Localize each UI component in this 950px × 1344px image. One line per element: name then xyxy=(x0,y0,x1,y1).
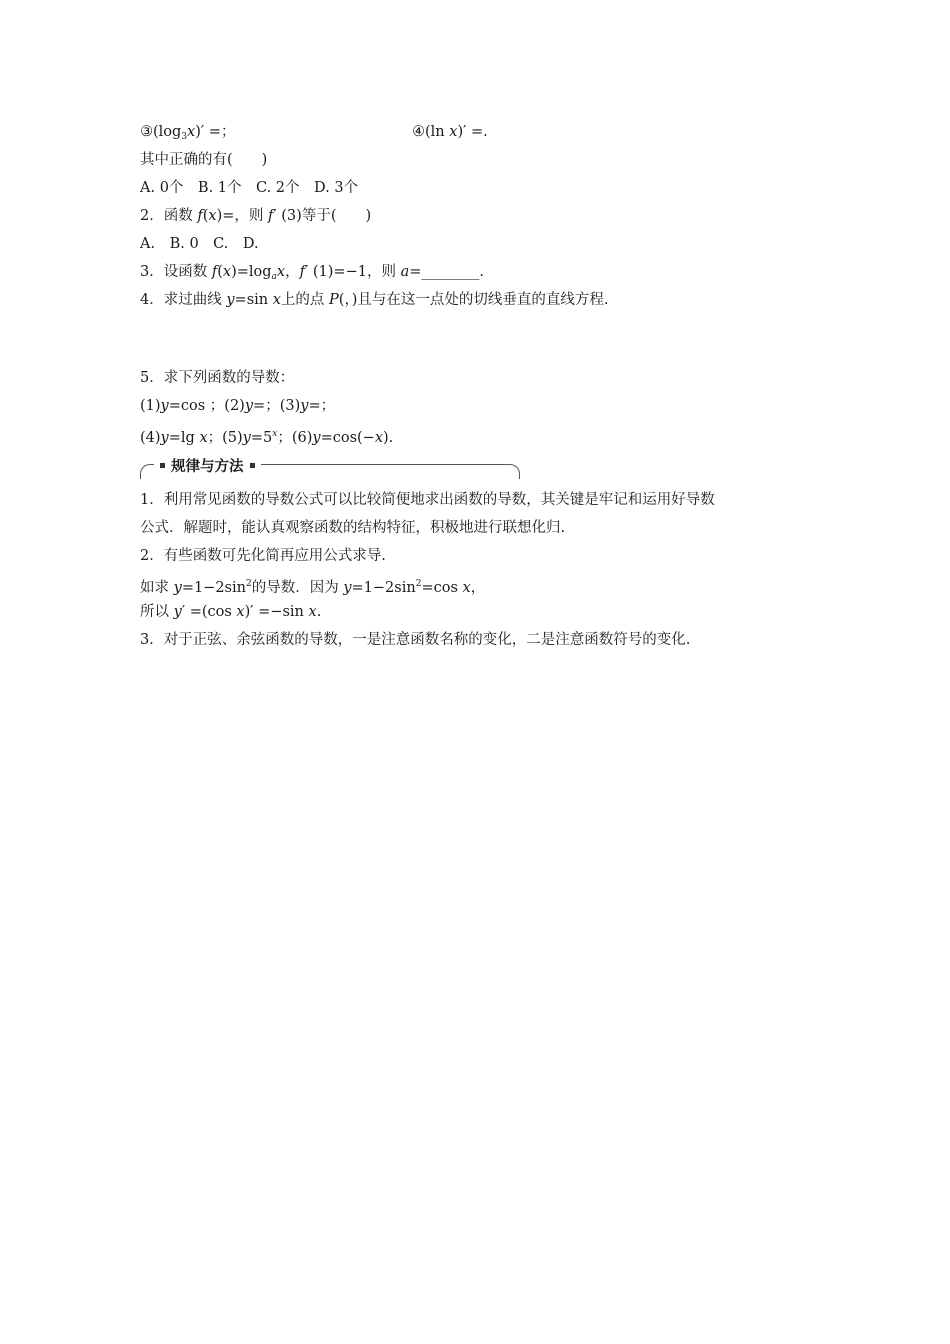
part-2-expr: =；(3) xyxy=(253,398,301,414)
close-paren: ). xyxy=(383,430,394,446)
question-5-parts-1 xyxy=(140,396,335,416)
method-2-result xyxy=(140,602,321,622)
answer-choices-1: A. 0个 B. 1个 C. 2个 D. 3个 xyxy=(140,180,359,196)
function-f: f xyxy=(211,264,218,280)
question-prompt: 其中正确的有( ) xyxy=(140,152,268,168)
answer-choices-2: A. B. 0 C. D. xyxy=(140,236,259,252)
part-4: (4) xyxy=(140,430,161,446)
function-f: f xyxy=(197,208,203,224)
item-4-text: ④(ln xyxy=(412,124,450,140)
answer-blank: =________. xyxy=(409,264,484,280)
comma: ， xyxy=(285,264,300,280)
q3-label: 3．设函数 xyxy=(140,264,212,280)
exp-base: =5 xyxy=(250,430,273,446)
section-header-methods xyxy=(140,455,520,481)
example-prefix: 如求 xyxy=(140,580,174,596)
result-prefix: 所以 xyxy=(140,604,174,620)
variable-y: y xyxy=(242,430,251,446)
square-bullet-icon xyxy=(160,463,165,468)
variable-y: y xyxy=(226,292,235,308)
point-p: P xyxy=(329,292,339,308)
variable-y: y xyxy=(312,430,321,446)
variable-x: x xyxy=(187,124,196,140)
part-1: (1) xyxy=(140,398,161,414)
variable-x: x xyxy=(449,124,458,140)
result-expr: )′ =−sin xyxy=(244,604,309,620)
method-1-line-2: 公式．解题时，能认真观察函数的结构特征，积极地进行联想化归. xyxy=(140,520,566,536)
exponent: x xyxy=(272,429,278,439)
q4-label: 4．求过曲线 xyxy=(140,292,227,308)
log-base: 3 xyxy=(181,132,188,142)
comma: ， xyxy=(470,580,486,596)
exponent: 2 xyxy=(415,579,422,589)
derivative-expr: ′ =(cos xyxy=(181,604,237,620)
section-title-wrap xyxy=(154,455,261,475)
item-3-tail: )′ =； xyxy=(195,124,236,140)
q4-mid: 上的点 xyxy=(280,292,330,308)
expr-1: =1−2sin xyxy=(181,580,246,596)
item-4-tail: )′ =. xyxy=(457,124,488,140)
period: . xyxy=(316,604,322,620)
question-3 xyxy=(140,262,484,287)
exponent: 2 xyxy=(245,579,252,589)
sin-text: =sin xyxy=(234,292,273,308)
q2-mid: )=，则 xyxy=(216,208,268,224)
variable-y: y xyxy=(173,580,182,596)
question-4 xyxy=(140,290,608,310)
variable-x: x xyxy=(374,430,384,446)
variable-y: y xyxy=(300,398,309,414)
function-f: f xyxy=(299,264,305,280)
part-5: ；(5) xyxy=(207,430,243,446)
variable-y: y xyxy=(173,604,182,620)
derivative-item-3-4 xyxy=(140,122,235,147)
q2-tail: ′ (3)等于( ) xyxy=(273,208,372,224)
cos-text: =cos(− xyxy=(320,430,375,446)
variable-x: x xyxy=(276,264,286,280)
method-2: 2．有些函数可先化简再应用公式求导. xyxy=(140,548,386,564)
square-bullet-icon xyxy=(250,463,255,468)
expr-2: =1−2sin xyxy=(351,580,416,596)
variable-x: x xyxy=(199,430,208,446)
question-5: 5．求下列函数的导数： xyxy=(140,370,295,386)
method-1-line-1: 1．利用常见函数的导数公式可以比较简便地求出函数的导数，其关键是牢记和运用好导数 xyxy=(140,492,715,508)
variable-y: y xyxy=(160,430,169,446)
example-mid: 的导数．因为 xyxy=(251,580,344,596)
paren: ( xyxy=(217,264,223,280)
paren: ( xyxy=(202,208,209,224)
variable-x: x xyxy=(308,604,317,620)
variable-x: x xyxy=(208,208,217,224)
part-1-expr: =cos ；(2) xyxy=(168,398,245,414)
question-5-parts-2 xyxy=(140,424,393,448)
item-4 xyxy=(412,122,488,142)
lg-text: =lg xyxy=(168,430,200,446)
q2-label: 2．函数 xyxy=(140,208,198,224)
log-text: )=log xyxy=(231,264,272,280)
question-2 xyxy=(140,206,371,226)
function-f: f xyxy=(268,208,274,224)
variable-a: a xyxy=(400,264,410,280)
variable-y: y xyxy=(343,580,352,596)
variable-x: x xyxy=(236,604,245,620)
variable-x: x xyxy=(462,580,471,596)
log-base: a xyxy=(271,272,277,282)
method-3: 3．对于正弦、余弦函数的导数，一是注意函数名称的变化，二是注意函数符号的变化. xyxy=(140,632,691,648)
item-3-text: ③(log xyxy=(140,124,182,140)
part-6: ；(6) xyxy=(277,430,313,446)
q3-condition: ′ (1)=−1，则 xyxy=(304,264,401,280)
variable-y: y xyxy=(160,398,169,414)
method-2-example xyxy=(140,574,485,598)
q4-tail: (，)且与在这一点处的切线垂直的直线方程. xyxy=(338,292,609,308)
variable-y: y xyxy=(244,398,254,414)
item-3 xyxy=(140,124,235,140)
section-title: 规律与方法 xyxy=(171,458,244,475)
part-3-expr: =； xyxy=(308,398,336,414)
cos-text: =cos xyxy=(421,580,463,596)
variable-x: x xyxy=(222,264,232,280)
variable-x: x xyxy=(272,292,281,308)
